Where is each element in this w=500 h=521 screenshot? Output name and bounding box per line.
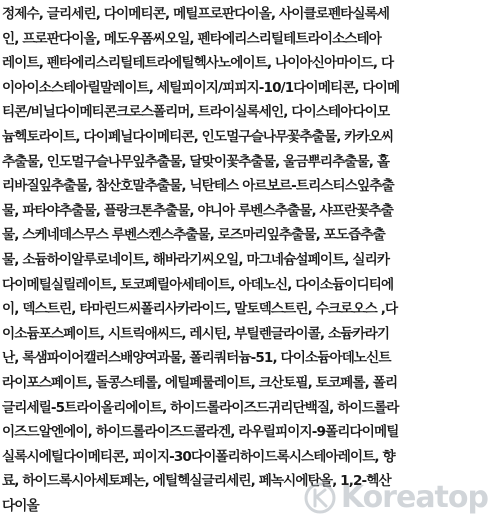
ingredient-line: 실록시에틸다이메티콘, 피이지-30다이폴리하이드록시스테아레이트, 향 xyxy=(2,448,395,465)
koreatop-logo-icon xyxy=(303,481,337,515)
ingredient-line: 다이메틸실릴레이트, 토코페릴아세테이트, 아데노신, 다이소듐이디티에 xyxy=(2,276,394,293)
ingredient-line: 다이올 xyxy=(2,497,39,514)
ingredient-list xyxy=(2,2,496,518)
ingredient-line: 료, 하이드록시아세토페논, 에틸헥실글리세린, 페녹시에탄올, 1,2-헥산 xyxy=(2,473,391,490)
ingredient-line: 이, 덱스트린, 타마린드씨폴리사카라이드, 말토덱스트린, 수크로오스 ,다 xyxy=(2,301,398,318)
watermark-text: Koreatop xyxy=(340,480,488,515)
ingredient-line: 물, 스케네데스무스 루벤스켄스추출물, 로즈마리잎추출물, 포도즙추출 xyxy=(2,227,385,244)
ingredient-line: 이아이소스테아릴말레이트, 세틸피이지/피피지-10/1다이메티콘, 다이메 xyxy=(2,79,400,96)
ingredient-line: 이소듐포스페이트, 시트릭애씨드, 레시틴, 부틸렌글라이콜, 소듐카라기 xyxy=(2,325,390,342)
ingredient-line: 인, 프로판다이올, 메도우폼씨오일, 펜타에리스리틸테트라이소스테아 xyxy=(2,30,382,47)
ingredient-line: 리바질잎추출물, 참산호말추출물, 닉탄테스 아르보르-트리스티스잎추출 xyxy=(2,178,394,195)
ingredient-line: 글리세릴-5트라이올리에이트, 하이드롤라이즈드귀리단백질, 하이드롤라 xyxy=(2,399,399,416)
ingredient-line: 라이포스페이트, 돌콩스테롤, 에틸페룰레이트, 크산토필, 토코페롤, 폴리 xyxy=(2,374,398,391)
ingredient-line: 이즈드알엔에이, 하이드롤라이즈드콜라겐, 라우릴피이지-9폴리다이메틸 xyxy=(2,424,399,441)
ingredient-line: 정제수, 글리세린, 다이메티콘, 메틸프로판다이올, 사이클로펜타실록세 xyxy=(2,6,390,22)
watermark xyxy=(303,480,488,515)
ingredient-line: 물, 파타야추출물, 플랑크톤추출물, 야니아 루벤스추출물, 샤프란꽃추출 xyxy=(2,202,393,219)
ingredient-line: 물, 소듐하이알루로네이트, 해바라기씨오일, 마그네슘설페이트, 실리카 xyxy=(2,251,390,268)
ingredient-line: 티콘/비닐다이메티콘크로스폴리머, 트라이실록세인, 다이스테아다이모 xyxy=(2,104,390,121)
ingredient-line: 추출물, 인도멀구슬나무잎추출물, 달맞이꽃추출물, 울금뿌리추출물, 홀 xyxy=(2,153,390,170)
ingredient-line: 늄헥토라이트, 다이페닐다이메티콘, 인도멀구슬나무꽃추출물, 카카오씨 xyxy=(2,128,394,145)
ingredient-line: 난, 록샘파이어캘러스배양여과물, 폴리쿼터늄-51, 다이소듐아데노신트 xyxy=(2,350,391,367)
ingredient-line: 레이트, 펜타에리스리틸테트라에틸헥사노에이트, 나이아신아마이드, 다 xyxy=(2,55,394,72)
